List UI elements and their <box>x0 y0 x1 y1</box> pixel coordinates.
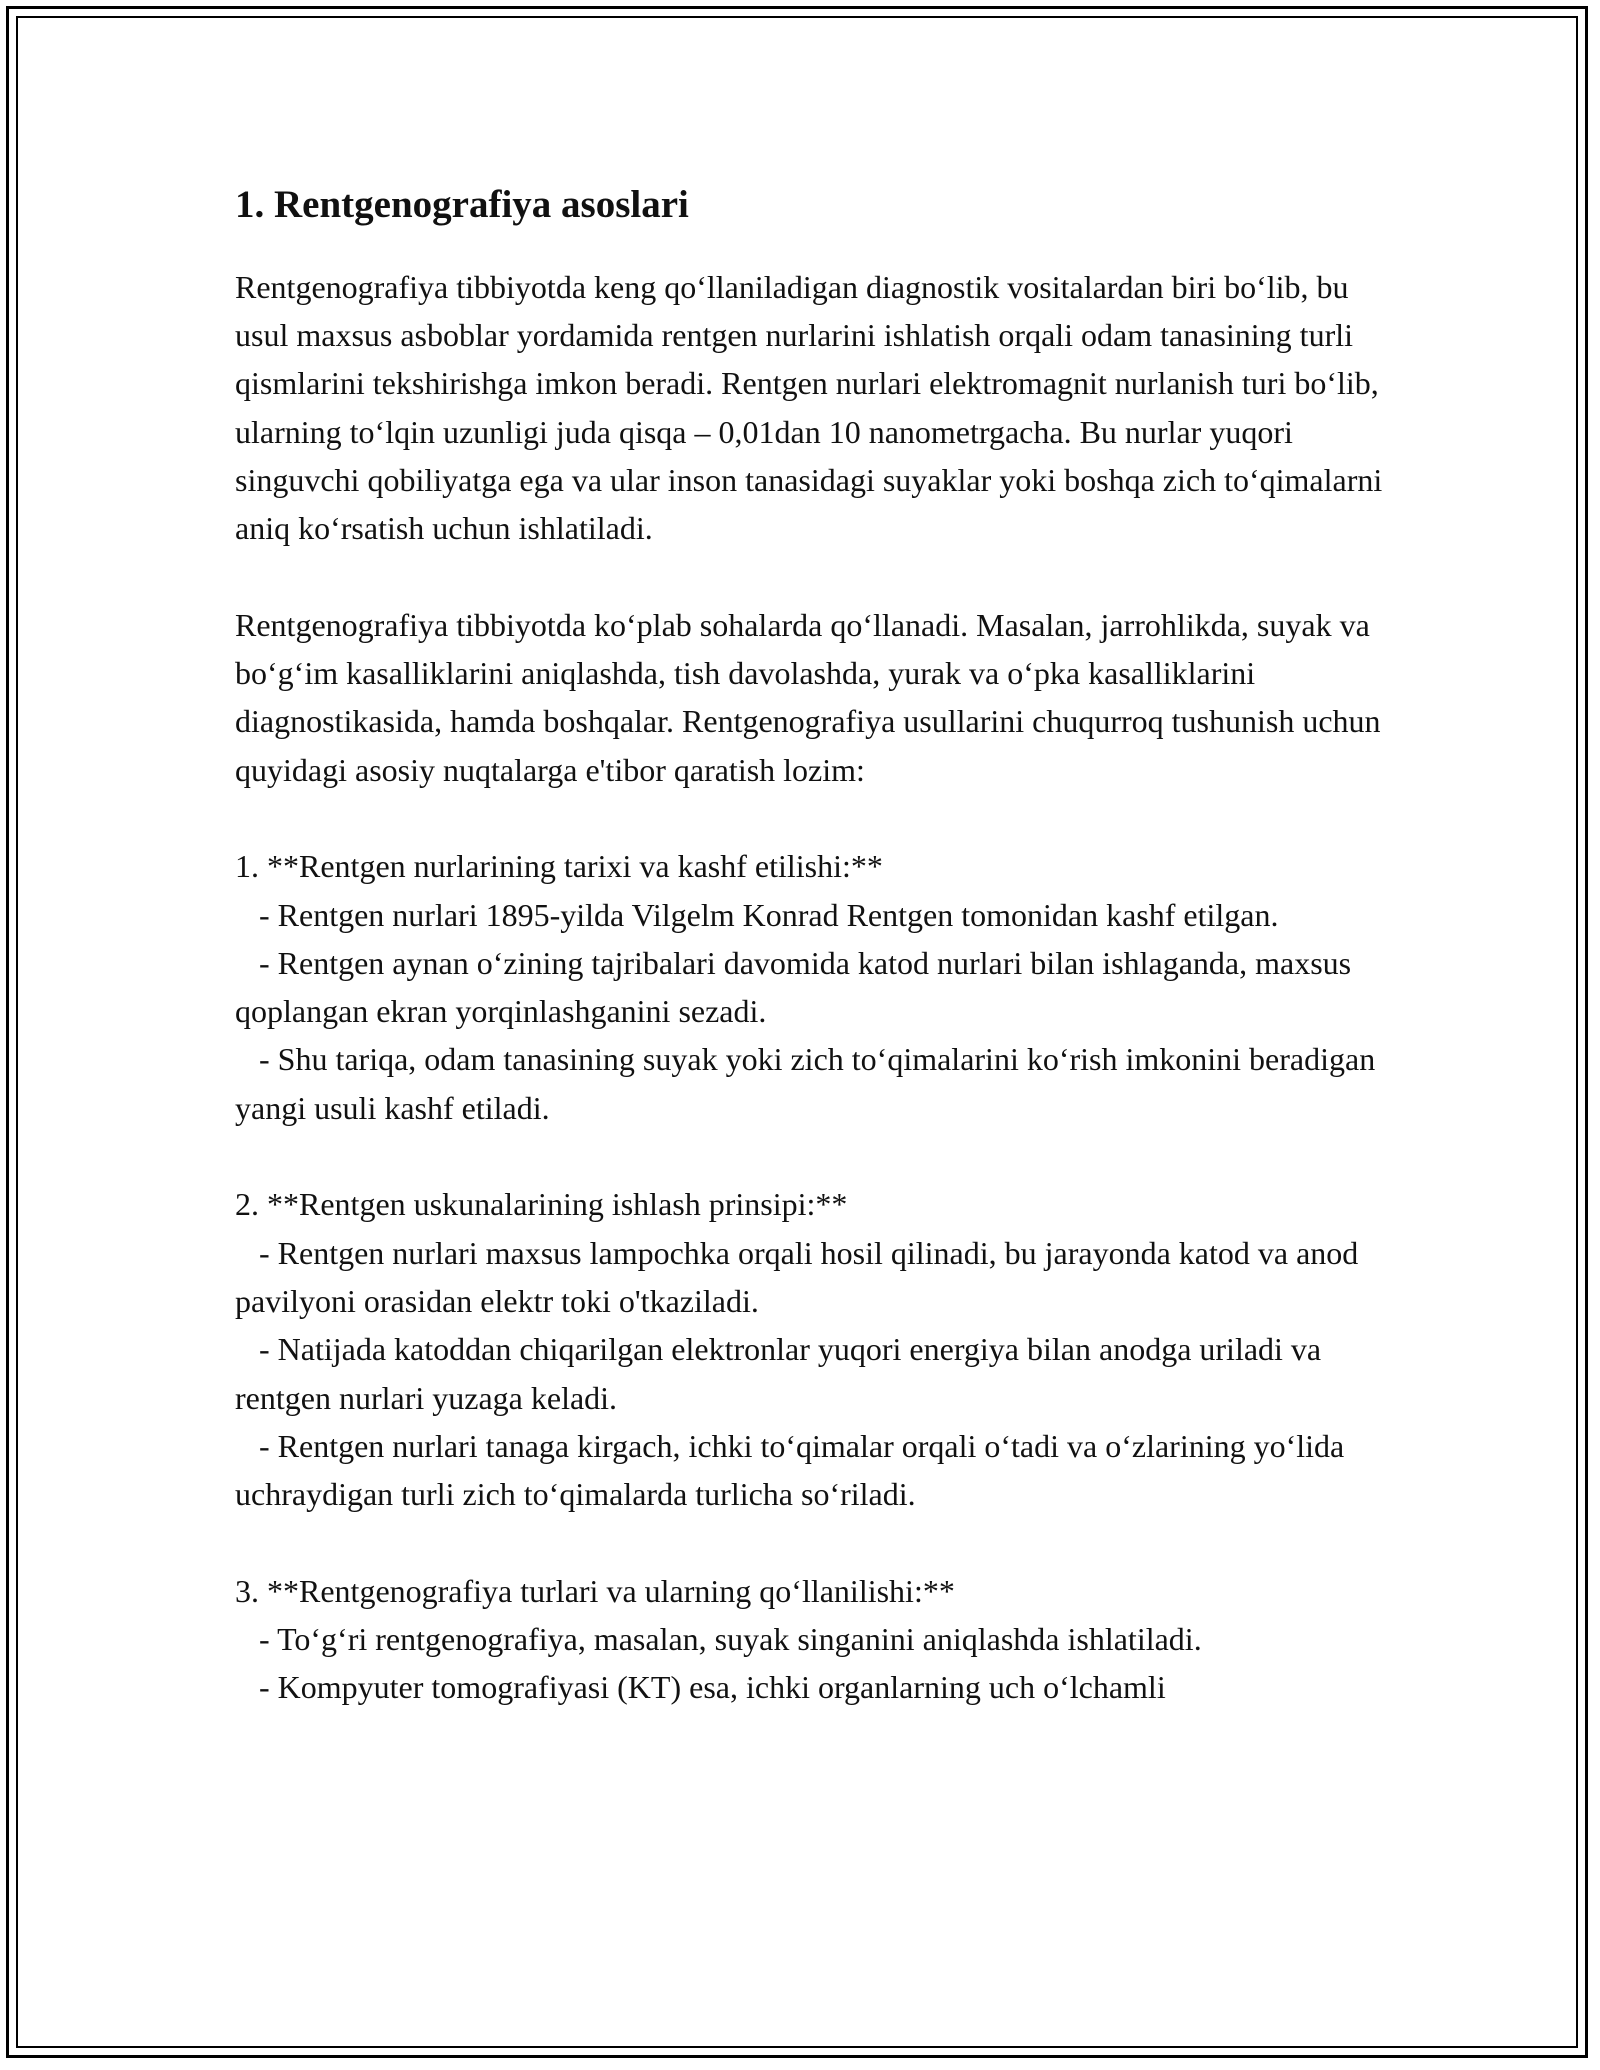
document-body <box>235 180 1391 1712</box>
paragraph-intro: Rentgenografiya tibbiyotda keng qo‘llaniladigan diagnostik vositalardan biri bo‘lib, bu usul maxsus asboblar yordamida rentgen nurlarini ishlatish orqali odam tanasining turli qismlarini tekshirishga imkon beradi. Rentgen nurlari elektromagnit nurlanish turi bo‘lib, ularning to‘lqin uzunligi juda qisqa – 0,01dan 10 nanometrgacha. Bu nurlar yuqori singuvchi qobiliyatga ega va ular inson tanasidagi suyaklar yoki boshqa zich to‘qimalarni aniq ko‘rsatish uchun ishlatiladi. <box>235 268 1391 547</box>
section-title: 1. Rentgenografiya asoslari <box>235 183 689 226</box>
paragraph-applications: Rentgenografiya tibbiyotda ko‘plab sohalarda qo‘llanadi. Masalan, jarrohlikda, suyak va bo‘g‘im kasalliklarini aniqlashda, tish davolashda, yurak va o‘pka kasalliklarini diagnostikasida, hamda boshqalar. Rentgenografiya usullarini chuqurroq tushunish uchun quyidagi asosiy nuqtalarga e'tibor qaratish lozim: <box>235 606 1389 788</box>
list-item-types: 3. **Rentgenografiya turlari va ularning qo‘llanilishi:** - To‘g‘ri rentgenografiya, masalan, suyak singanini aniqlashda ishlatiladi. - Kompyuter tomografiyasi (KT) esa, ichki organlarning uch o‘lchamli <box>235 1572 1202 1706</box>
list-item-history: 1. **Rentgen nurlarining tarixi va kashf etilishi:** - Rentgen nurlari 1895-yilda Vilgelm Konrad Rentgen tomonidan kashf etilgan. - Rentgen aynan o‘zining tajribalari davomida katod nurlari bilan ishlaganda, maxsus qoplangan ekran yorqinlashganini sezadi. - Shu tariqa, odam tanasining suyak yoki zich to‘qimalarini ko‘rish imkonini beradigan yangi usuli kashf etiladi. <box>235 848 1376 1126</box>
list-item-principle: 2. **Rentgen uskunalarining ishlash prinsipi:** - Rentgen nurlari maxsus lampochka orqali hosil qilinadi, bu jarayonda katod va anod pavilyoni orasidan elektr toki o'tkaziladi. - Natijada katoddan chiqarilgan elektronlar yuqori energiya bilan anodga uriladi va rentgen nurlari yuzaga keladi. - Rentgen nurlari tanaga kirgach, ichki to‘qimalar orqali o‘tadi va o‘zlarining yo‘lida uchraydigan turli zich to‘qimalarda turlicha so‘riladi. <box>235 1186 1359 1513</box>
